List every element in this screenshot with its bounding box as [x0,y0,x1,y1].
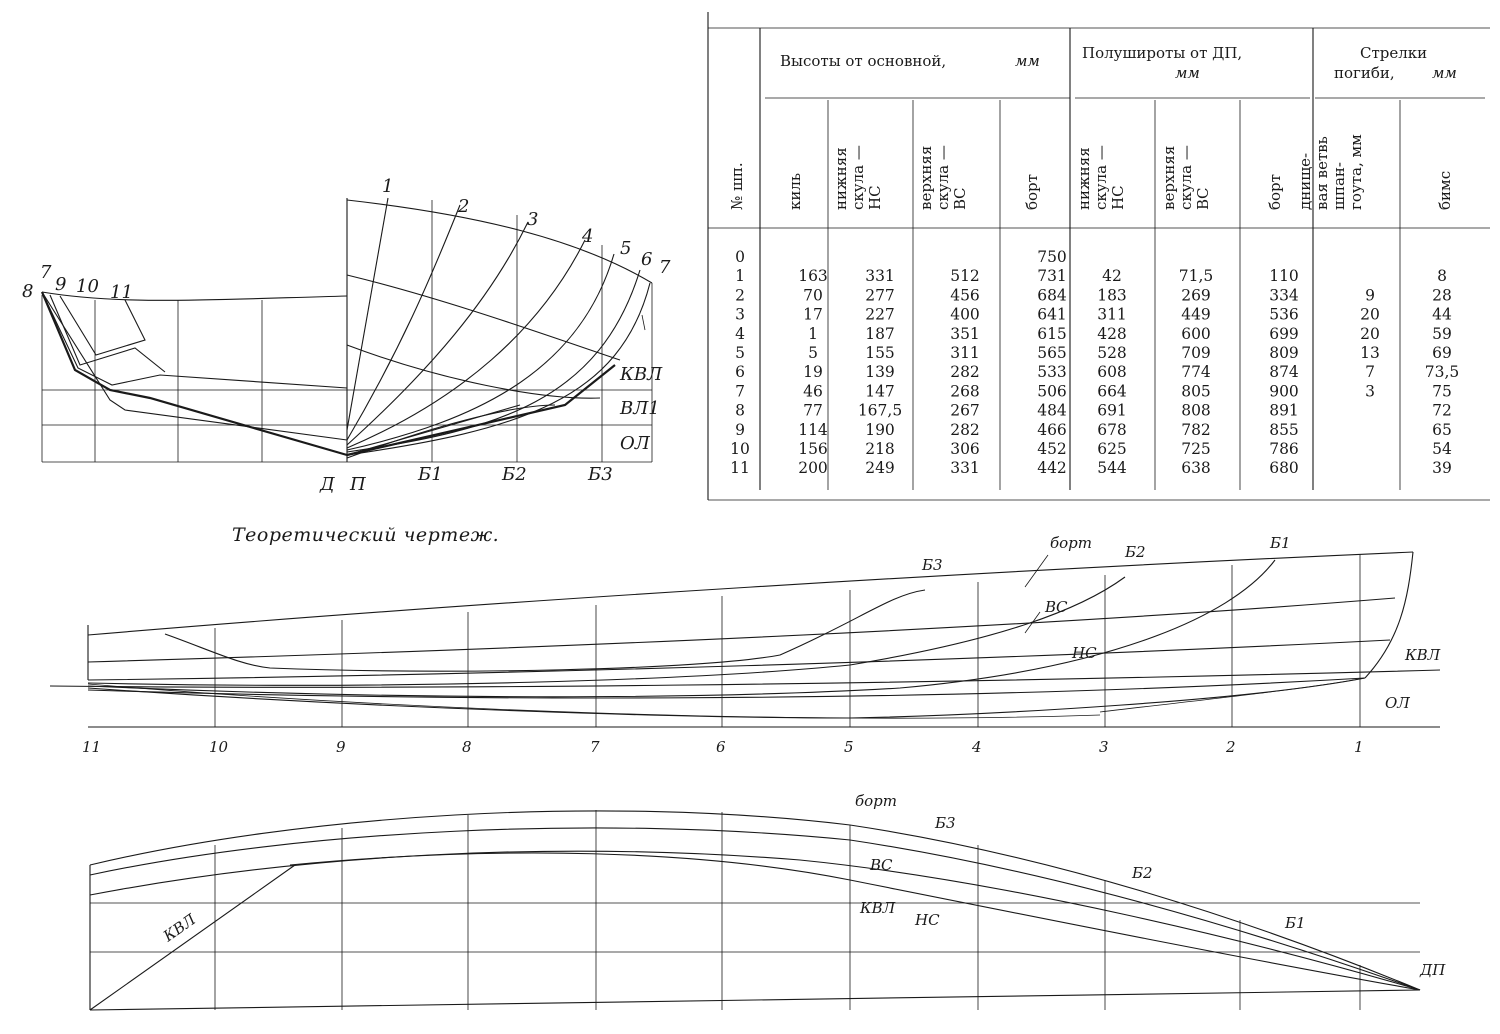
table-cell: 69 [1432,344,1452,362]
frame-label-11: 11 [110,282,133,303]
table-cell: 9 [1365,286,1375,305]
table-cell: 218 [865,440,895,458]
column-header: киль [786,172,804,210]
table-cell: 65 [1432,420,1452,439]
plan-label-b2: Б2 [1132,864,1153,882]
plan-label-b1: Б1 [1285,914,1306,932]
body-plan [42,198,652,462]
table-cell: 20 [1360,324,1380,343]
column-header: гоута, мм [1347,134,1365,210]
table-cell: 13 [1360,344,1380,362]
plan-label-vs: ВС [870,856,893,874]
station-labels [82,738,1364,756]
column-header: скула — [849,145,867,210]
profile-label-ol: ОЛ [1385,694,1410,712]
table-cell: 200 [798,459,828,478]
table-cell: 506 [1037,382,1067,401]
header-halfbreadths-unit: мм [1175,64,1200,82]
table-cell: 19 [803,363,823,382]
station-label: 4 [972,738,982,756]
column-header: днище- [1296,152,1314,210]
table-cell: 2 [735,286,745,305]
table-cell: 625 [1097,440,1127,458]
table-cell: 809 [1269,344,1299,362]
frame-label-7-aft: 7 [40,262,52,283]
table-cell: 28 [1432,286,1452,305]
table-cell: 163 [798,267,828,286]
table-cell: 110 [1269,267,1299,286]
table-cell: 1 [735,267,745,286]
table-cell: 7 [735,382,745,401]
table-cell: 544 [1097,459,1127,478]
table-cell: 277 [865,286,895,305]
table-cell: 10 [730,440,750,458]
table-cell: 528 [1097,344,1127,362]
header-arrows: Стрелки [1360,44,1428,62]
waterline-label-kvl: КВЛ [620,364,663,385]
table-cell: 3 [735,305,745,324]
station-label: 6 [716,738,726,756]
table-cell: 269 [1181,286,1211,305]
table-cell: 684 [1037,286,1067,305]
column-header: № шп. [728,162,746,210]
table-cell: 808 [1181,401,1211,420]
plan-label-kvl: КВЛ [860,899,896,917]
profile-label-b3: Б3 [922,556,943,574]
table-cell: 615 [1037,324,1067,343]
table-cell: 155 [865,344,895,362]
table-cell: 17 [803,305,823,324]
station-label: 5 [844,738,854,756]
table-cell: 267 [950,401,980,420]
table-cell: 147 [865,382,895,401]
table-cell: 306 [950,440,980,458]
profile-label-vs: ВС [1045,598,1068,616]
column-header: НС [866,185,884,210]
table-cell: 42 [1102,267,1122,286]
profile-label-b1: Б1 [1270,534,1291,552]
label-b2: Б2 [502,464,527,485]
column-header: скула — [1092,145,1110,210]
station-label: 2 [1226,738,1236,756]
offsets-table [728,44,1459,477]
table-cell: 536 [1269,305,1299,324]
frame-label-8: 8 [22,281,34,302]
column-header: верхняя [917,145,935,210]
column-header: нижняя [1075,147,1093,210]
table-cell: 400 [950,305,980,324]
table-cell: 484 [1037,401,1067,420]
column-header: борт [1023,174,1041,210]
station-label: 11 [82,738,102,756]
station-label: 7 [590,738,600,756]
frame-label-2: 2 [458,196,470,217]
table-cell: 600 [1181,324,1211,343]
frame-label-3: 3 [527,209,539,230]
table-cell: 70 [803,286,823,305]
station-label: 10 [209,738,229,756]
table-cell: 678 [1097,420,1127,439]
table-cell: 3 [1365,382,1375,401]
profile-label-ns: НС [1072,644,1097,662]
plan-label-dp: ДП [1420,961,1446,979]
waterline-label-ol: ОЛ [620,433,650,454]
table-cell: 190 [865,420,895,439]
table-cell: 428 [1097,324,1127,343]
table-cell: 512 [950,267,980,286]
column-header: скула — [934,145,952,210]
table-cell: 452 [1037,440,1067,458]
column-header: ВС [1194,187,1212,210]
column-header: нижняя [832,147,850,210]
table-cell: 39 [1432,459,1452,478]
table-cell: 351 [950,324,980,343]
table-cell: 139 [865,363,895,382]
half-breadth-plan [90,810,1420,1010]
column-header: борт [1266,174,1284,210]
label-d: Д [320,474,335,495]
table-cell: 59 [1432,324,1452,343]
table-cell: 282 [950,363,980,382]
table-cell: 900 [1269,382,1299,401]
table-cell: 782 [1181,420,1211,439]
table-cell: 73,5 [1424,363,1460,382]
drawing-caption: Теоретический чертеж. [232,524,500,546]
table-cell: 331 [950,459,980,478]
table-cell: 638 [1181,459,1211,478]
table-cell: 699 [1269,324,1299,343]
table-cell: 249 [865,459,895,478]
column-header: ВС [951,187,969,210]
table-cell: 183 [1097,286,1127,305]
table-cell: 786 [1269,440,1299,458]
column-header: шпан- [1330,162,1348,210]
table-cell: 1 [808,324,818,343]
table-cell: 6 [735,363,745,382]
table-cell: 565 [1037,344,1067,362]
table-cell: 268 [950,382,980,401]
table-cell: 7 [1365,363,1375,382]
table-cell: 891 [1269,401,1299,420]
table-cell: 709 [1181,344,1211,362]
table-cell: 533 [1037,363,1067,382]
table-cell: 466 [1037,420,1067,439]
frame-label-9: 9 [55,274,67,295]
label-p: П [350,474,366,495]
station-label: 8 [462,738,472,756]
table-cell: 5 [735,344,745,362]
table-cell: 334 [1269,286,1299,305]
table-cell: 725 [1181,440,1211,458]
table-cell: 44 [1432,305,1452,324]
frame-label-5: 5 [620,238,632,259]
table-cell: 75 [1432,382,1452,401]
table-cell: 167,5 [857,401,903,420]
header-halfbreadths: Полушироты от ДП, [1082,44,1243,62]
station-label: 1 [1354,738,1364,756]
table-cell: 9 [735,420,745,439]
table-cell: 227 [865,305,895,324]
table-cell: 54 [1432,440,1452,458]
profile-label-bort: борт [1050,534,1093,552]
table-cell: 5 [808,344,818,362]
table-cell: 664 [1097,382,1127,401]
header-arrows-2: погиби, [1334,64,1395,82]
table-cell: 156 [798,440,828,458]
column-header: вая ветвь [1313,136,1331,210]
plan-label-kvl-diagonal: КВЛ [159,910,200,946]
table-cell: 11 [730,459,750,478]
table-cell: 691 [1097,401,1127,420]
table-cell: 731 [1037,267,1067,286]
plan-label-b3: Б3 [935,814,956,832]
table-cell: 855 [1269,420,1299,439]
table-cell: 77 [803,401,823,420]
profile-label-kvl: КВЛ [1405,646,1441,664]
table-cell: 0 [735,248,745,266]
waterline-label-vl1: ВЛ1 [620,398,660,419]
table-cell: 8 [1437,267,1447,286]
header-heights-unit: мм [1015,52,1040,70]
frame-label-1: 1 [382,176,394,197]
table-cell: 311 [1097,305,1127,324]
frame-label-6: 6 [641,249,653,270]
station-label: 3 [1099,738,1109,756]
table-cell: 20 [1360,305,1380,324]
table-cell: 72 [1432,401,1452,420]
table-cell: 608 [1097,363,1127,382]
table-cell: 874 [1269,363,1299,382]
column-header: скула — [1177,145,1195,210]
frame-label-10: 10 [76,276,99,297]
table-cell: 71,5 [1178,267,1214,286]
table-cell: 641 [1037,305,1067,324]
profile-view [50,552,1440,727]
table-cell: 331 [865,267,895,286]
table-cell: 680 [1269,459,1299,478]
table-cell: 456 [950,286,980,305]
header-heights: Высоты от основной, [780,52,947,70]
label-b3: Б3 [588,464,613,485]
table-cell: 750 [1037,248,1067,266]
table-cell: 449 [1181,305,1211,324]
station-label: 9 [336,738,346,756]
table-cell: 442 [1037,459,1067,478]
table-cell: 46 [803,382,823,401]
profile-label-b2: Б2 [1125,543,1146,561]
frame-label-4: 4 [582,226,594,247]
label-b1: Б1 [418,464,443,485]
table-cell: 282 [950,420,980,439]
plan-label-ns: НС [915,911,940,929]
header-arrows-unit: мм [1432,64,1457,82]
table-cell: 4 [735,324,745,343]
column-header: НС [1109,185,1127,210]
table-cell: 805 [1181,382,1211,401]
column-header: верхняя [1160,145,1178,210]
table-cell: 187 [865,324,895,343]
table-cell: 311 [950,344,980,362]
frame-label-7-fore: 7 [659,257,671,278]
table-cell: 114 [798,420,828,439]
plan-label-bort: борт [855,792,898,810]
table-cell: 8 [735,401,745,420]
table-cell: 774 [1181,363,1211,382]
column-header: бимс [1436,170,1454,210]
